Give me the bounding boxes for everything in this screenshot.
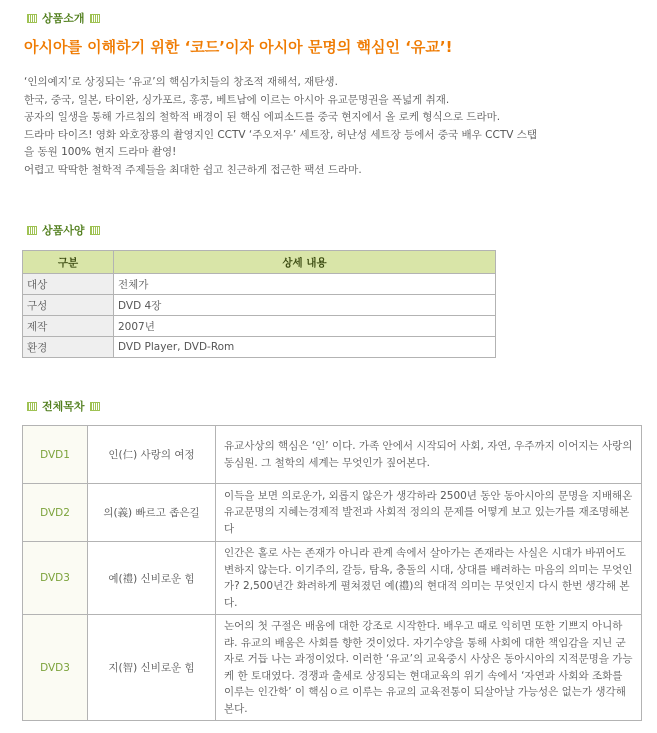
spec-value: DVD 4장 [114, 295, 496, 316]
spec-value: DVD Player, DVD-Rom [114, 337, 496, 358]
spec-header-row [23, 251, 496, 274]
headline: 아시아를 이해하기 위한 ‘코드’이자 아시아 문명의 핵심인 ‘유교’! [24, 38, 453, 56]
toc-dvd: DVD1 [23, 426, 88, 484]
toc-dvd: DVD3 [23, 542, 88, 615]
toc-table [22, 425, 642, 721]
section-heading-intro [22, 10, 105, 26]
table-row [23, 484, 642, 542]
intro-line: 을 동원 100% 현지 드라마 촬영! [24, 146, 177, 159]
spec-header-category: 구분 [23, 251, 114, 274]
toc-title: 지(智) 신비로운 힘 [88, 615, 216, 721]
hatch-icon [27, 14, 37, 23]
hatch-icon [90, 226, 100, 235]
toc-title: 예(禮) 신비로운 힘 [88, 542, 216, 615]
spec-key: 환경 [23, 337, 114, 358]
section-heading-label: 전체목차 [42, 400, 85, 413]
toc-description: 유교사상의 핵심은 ‘인’ 이다. 가족 안에서 시작되어 사회, 자연, 우주까지 이어지는 사랑의 동심원. 그 철학의 세계는 무엇인가 짚어본다. [216, 426, 642, 484]
table-row [23, 316, 496, 337]
spec-value: 전체가 [114, 274, 496, 295]
intro-line: 공자의 일생을 통해 가르침의 철학적 배경이 된 핵심 에피소드를 중국 현지에서 올 로케 형식으로 드라마. [24, 111, 501, 124]
intro-line: ‘인의예지’로 상징되는 ‘유교’의 핵심가치들의 창조적 재해석, 재탄생. [24, 76, 338, 88]
intro-line: 어렵고 딱딱한 철학적 주제들을 최대한 쉽고 친근하게 접근한 팩션 드라마. [24, 163, 362, 176]
section-heading-label: 상품소개 [42, 12, 85, 25]
table-row [23, 337, 496, 358]
spec-key: 구성 [23, 295, 114, 316]
hatch-icon [27, 402, 37, 411]
intro-line: 드라마 타이즈! 영화 와호장룡의 촬영지인 CCTV ‘주오저우’ 세트장, 허난성 세트장 등에서 중국 배우 CCTV 스탭 [24, 128, 538, 141]
section-heading-toc [22, 398, 105, 414]
section-heading-label: 상품사양 [42, 224, 85, 237]
spec-table [22, 250, 496, 358]
table-row [23, 426, 642, 484]
hatch-icon [27, 226, 37, 235]
section-heading-spec [22, 222, 105, 238]
toc-description: 인간은 홀로 사는 존재가 아니라 관계 속에서 살아가는 존재라는 사실은 시대가 바뀌어도 변하지 않는다. 이기주의, 갈등, 탐욕, 충돌의 시대, 상대를 배려하는 마음의 의미는 무엇인가? 2,500년간 화려하게 펼쳐졌던 예(禮)의 현대적 의미는 무엇인지 다시 한번 생각해 본다. [216, 542, 642, 615]
hatch-icon [90, 402, 100, 411]
intro-line: 한국, 중국, 일본, 타이완, 싱가포르, 홍콩, 베트남에 이르는 아시아 유교문명권을 폭넓게 취재. [24, 93, 450, 106]
intro-text [24, 74, 644, 180]
toc-dvd: DVD3 [23, 615, 88, 721]
toc-dvd: DVD2 [23, 484, 88, 542]
table-row [23, 615, 642, 721]
spec-key: 대상 [23, 274, 114, 295]
table-row [23, 542, 642, 615]
table-row [23, 295, 496, 316]
hatch-icon [90, 14, 100, 23]
toc-title: 의(義) 빠르고 좁은길 [88, 484, 216, 542]
spec-key: 제작 [23, 316, 114, 337]
toc-title: 인(仁) 사랑의 여정 [88, 426, 216, 484]
table-row [23, 274, 496, 295]
toc-description: 논어의 첫 구절은 배움에 대한 강조로 시작한다. 배우고 때로 익히면 또한 기쁘지 아니하랴. 유교의 배움은 사회를 향한 것이었다. 자기수양을 통해 사회에 대한 책임감을 지닌 군자로 거듭 나는 과정이었다. 이러한 ‘유교’의 교육중시 사상은 동아시아의 지적문명을 가능케 한 토대였다. 경쟁과 출세로 상징되는 현대교육의 위기 속에서 ‘자연과 사회와 조화를 이루는 인간학’ 이 핵심ㅇ르 이루는 유교의 교육전통이 되살아날 가능성은 없는가 생각해 본다. [216, 615, 642, 721]
toc-description: 이득을 보면 의로운가, 외롭지 않은가 생각하라 2500년 동안 동아시아의 문명을 지배해온 유교문명의 지혜는경제적 발전과 사회적 정의의 문제를 어떻게 보고 있는가를 재조명해본다 [216, 484, 642, 542]
spec-value: 2007년 [114, 316, 496, 337]
spec-header-detail: 상세 내용 [114, 251, 496, 274]
